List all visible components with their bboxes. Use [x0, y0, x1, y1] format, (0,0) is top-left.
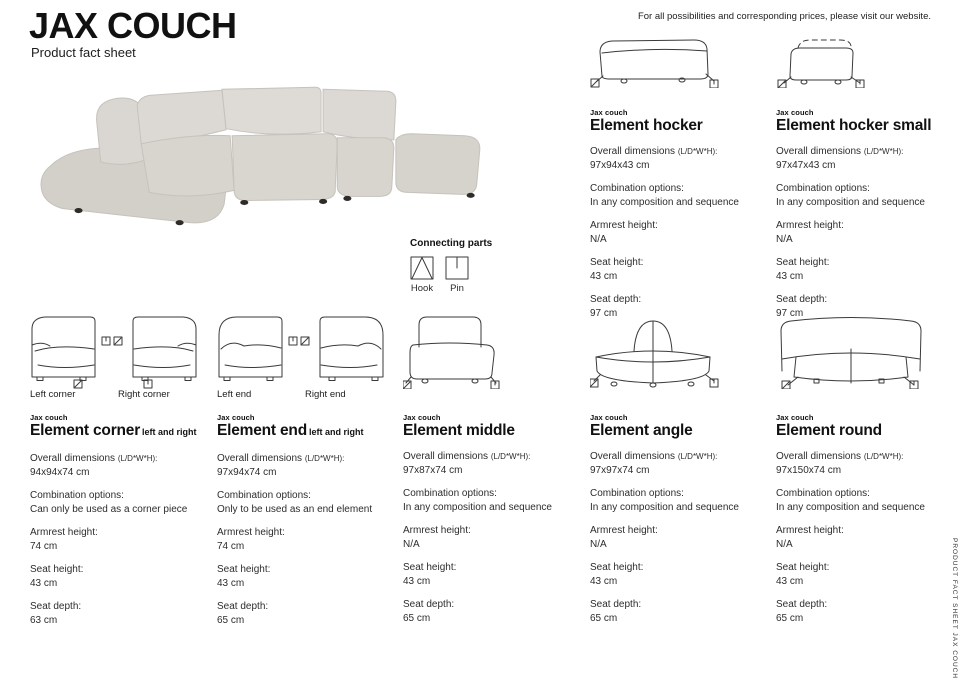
spec-value: 74 cm	[30, 540, 58, 552]
element-corner-drawing	[30, 315, 210, 389]
spec-label: Combination options:	[403, 488, 497, 499]
spec-label: Combination options:	[776, 183, 870, 194]
spec-label: Seat height:	[217, 564, 271, 575]
element-hocker-small-drawing	[776, 36, 956, 98]
brand-label: Jax couch	[590, 108, 628, 117]
spec-label: Seat height:	[403, 562, 457, 573]
spec-value: 97x97x74 cm	[590, 464, 650, 476]
element-card-angle	[590, 315, 770, 635]
brand-label: Jax couch	[776, 413, 814, 422]
element-card-middle	[403, 315, 583, 635]
spec-label: Overall dimensions (L/D*W*H):	[590, 451, 718, 462]
spec-label: Combination options:	[590, 183, 684, 194]
spec-label: Seat height:	[590, 257, 644, 268]
element-title: Element round	[776, 422, 882, 439]
spec-label: Overall dimensions (L/D*W*H):	[30, 453, 158, 464]
spec-label: Combination options:	[776, 488, 870, 499]
spec-label: Overall dimensions (L/D*W*H):	[403, 451, 531, 462]
spec-value: 65 cm	[776, 612, 804, 624]
spec-value: 97x94x74 cm	[217, 466, 277, 478]
spec-label: Seat depth:	[217, 601, 269, 612]
element-hocker-drawing	[590, 36, 770, 98]
hook-label: Hook	[410, 283, 434, 294]
element-title: Element hocker	[590, 117, 703, 134]
spec-value: 43 cm	[590, 270, 618, 282]
element-middle-drawing	[403, 315, 583, 389]
spec-value: 65 cm	[403, 612, 431, 624]
connecting-parts-heading: Connecting parts	[410, 238, 493, 249]
element-card-round	[776, 315, 956, 635]
spec-value: 43 cm	[590, 575, 618, 587]
hook-icon	[778, 77, 791, 88]
spec-label: Seat depth:	[776, 294, 828, 305]
spec-label: Armrest height:	[776, 220, 844, 231]
spec-label: Seat height:	[590, 562, 644, 573]
pin-icon	[102, 337, 110, 345]
spec-label: Combination options:	[590, 488, 684, 499]
brand-label: Jax couch	[590, 413, 628, 422]
spec-value: N/A	[590, 538, 607, 550]
spec-value: Only to be used as an end element	[217, 503, 373, 515]
drawing-caption-left: Left end	[217, 389, 252, 400]
spec-label: Seat height:	[776, 257, 830, 268]
spec-value: 97x150x74 cm	[776, 464, 842, 476]
spec-value: 94x94x74 cm	[30, 466, 90, 478]
spec-value: 97x87x74 cm	[403, 464, 463, 476]
spec-value: 97 cm	[590, 307, 618, 319]
spec-label: Seat height:	[776, 562, 830, 573]
spec-value: N/A	[590, 233, 607, 245]
page-title: JAX COUCH	[29, 5, 237, 46]
pin-icon	[706, 375, 718, 387]
spec-label: Armrest height:	[30, 527, 98, 538]
hook-icon	[590, 375, 600, 387]
pin-icon	[491, 377, 499, 389]
hook-icon	[410, 256, 434, 280]
element-card-corner	[30, 315, 210, 637]
couch-photo	[28, 80, 503, 236]
spec-label: Overall dimensions (L/D*W*H):	[776, 451, 904, 462]
connecting-part-hook	[410, 256, 434, 294]
pin-icon	[445, 256, 469, 280]
pin-icon	[289, 337, 297, 345]
spec-label: Combination options:	[217, 490, 311, 501]
element-title: Element middle	[403, 422, 515, 439]
pin-icon	[904, 377, 918, 389]
spec-label: Overall dimensions (L/D*W*H):	[590, 146, 718, 157]
spec-label: Armrest height:	[590, 220, 658, 231]
spec-label: Armrest height:	[776, 525, 844, 536]
element-card-hocker-small	[776, 36, 956, 330]
spec-value: 43 cm	[217, 577, 245, 589]
element-title: Element hocker small	[776, 117, 932, 134]
spec-value: N/A	[776, 233, 793, 245]
element-end-drawing	[217, 315, 397, 389]
spec-value: 65 cm	[590, 612, 618, 624]
spec-value: 97 cm	[776, 307, 804, 319]
spec-value: 43 cm	[776, 270, 804, 282]
element-card-hocker	[590, 36, 770, 330]
pin-label: Pin	[450, 283, 464, 294]
spec-label: Combination options:	[30, 490, 124, 501]
spec-label: Seat depth:	[403, 599, 455, 610]
spec-label: Armrest height:	[217, 527, 285, 538]
element-round-drawing	[776, 315, 956, 389]
spec-value: 97x47x43 cm	[776, 159, 836, 171]
website-note: For all possibilities and corresponding prices, please visit our website.	[637, 11, 931, 22]
pin-icon	[706, 74, 718, 88]
spec-label: Seat depth:	[30, 601, 82, 612]
spec-value: In any composition and sequence	[590, 501, 739, 513]
brand-label: Jax couch	[30, 413, 68, 422]
couch-photo-illustration	[28, 80, 503, 236]
spec-label: Seat height:	[30, 564, 84, 575]
spec-value: In any composition and sequence	[403, 501, 552, 513]
spec-value: Can only be used as a corner piece	[30, 503, 188, 515]
pin-icon	[851, 77, 864, 88]
spec-label: Armrest height:	[590, 525, 658, 536]
spec-value: 43 cm	[776, 575, 804, 587]
spec-value: 63 cm	[30, 614, 58, 626]
element-title: Element corner left and right	[30, 422, 197, 439]
drawing-caption-right: Right corner	[118, 389, 170, 400]
element-angle-drawing	[590, 315, 770, 389]
brand-label: Jax couch	[217, 413, 255, 422]
pin-icon	[144, 380, 152, 388]
hook-icon	[403, 377, 411, 389]
drawing-caption-left: Left corner	[30, 389, 76, 400]
element-card-end	[217, 315, 397, 637]
spec-label: Overall dimensions (L/D*W*H):	[776, 146, 904, 157]
hook-icon	[114, 337, 122, 345]
page-subtitle: Product fact sheet	[31, 45, 136, 60]
hook-icon	[782, 377, 798, 389]
connecting-part-pin	[445, 256, 469, 294]
spec-label: Seat depth:	[590, 294, 642, 305]
spec-value: N/A	[403, 538, 420, 550]
connecting-parts	[410, 238, 492, 294]
spec-value: N/A	[776, 538, 793, 550]
page-edge-text: PRODUCT FACT SHEET JAX COUCH	[951, 538, 958, 679]
spec-value: 74 cm	[217, 540, 245, 552]
brand-label: Jax couch	[403, 413, 441, 422]
element-title: Element angle	[590, 422, 693, 439]
spec-value: 43 cm	[403, 575, 431, 587]
spec-value: In any composition and sequence	[776, 501, 925, 513]
hook-icon	[74, 380, 82, 388]
spec-value: 97x94x43 cm	[590, 159, 650, 171]
spec-label: Seat depth:	[776, 599, 828, 610]
spec-label: Overall dimensions (L/D*W*H):	[217, 453, 345, 464]
spec-label: Armrest height:	[403, 525, 471, 536]
drawing-caption-right: Right end	[305, 389, 346, 400]
spec-value: 65 cm	[217, 614, 245, 626]
spec-value: 43 cm	[30, 577, 58, 589]
hook-icon	[591, 76, 603, 87]
brand-label: Jax couch	[776, 108, 814, 117]
spec-value: In any composition and sequence	[776, 196, 925, 208]
hook-icon	[301, 337, 309, 345]
spec-label: Seat depth:	[590, 599, 642, 610]
spec-value: In any composition and sequence	[590, 196, 739, 208]
element-title: Element end left and right	[217, 422, 364, 439]
